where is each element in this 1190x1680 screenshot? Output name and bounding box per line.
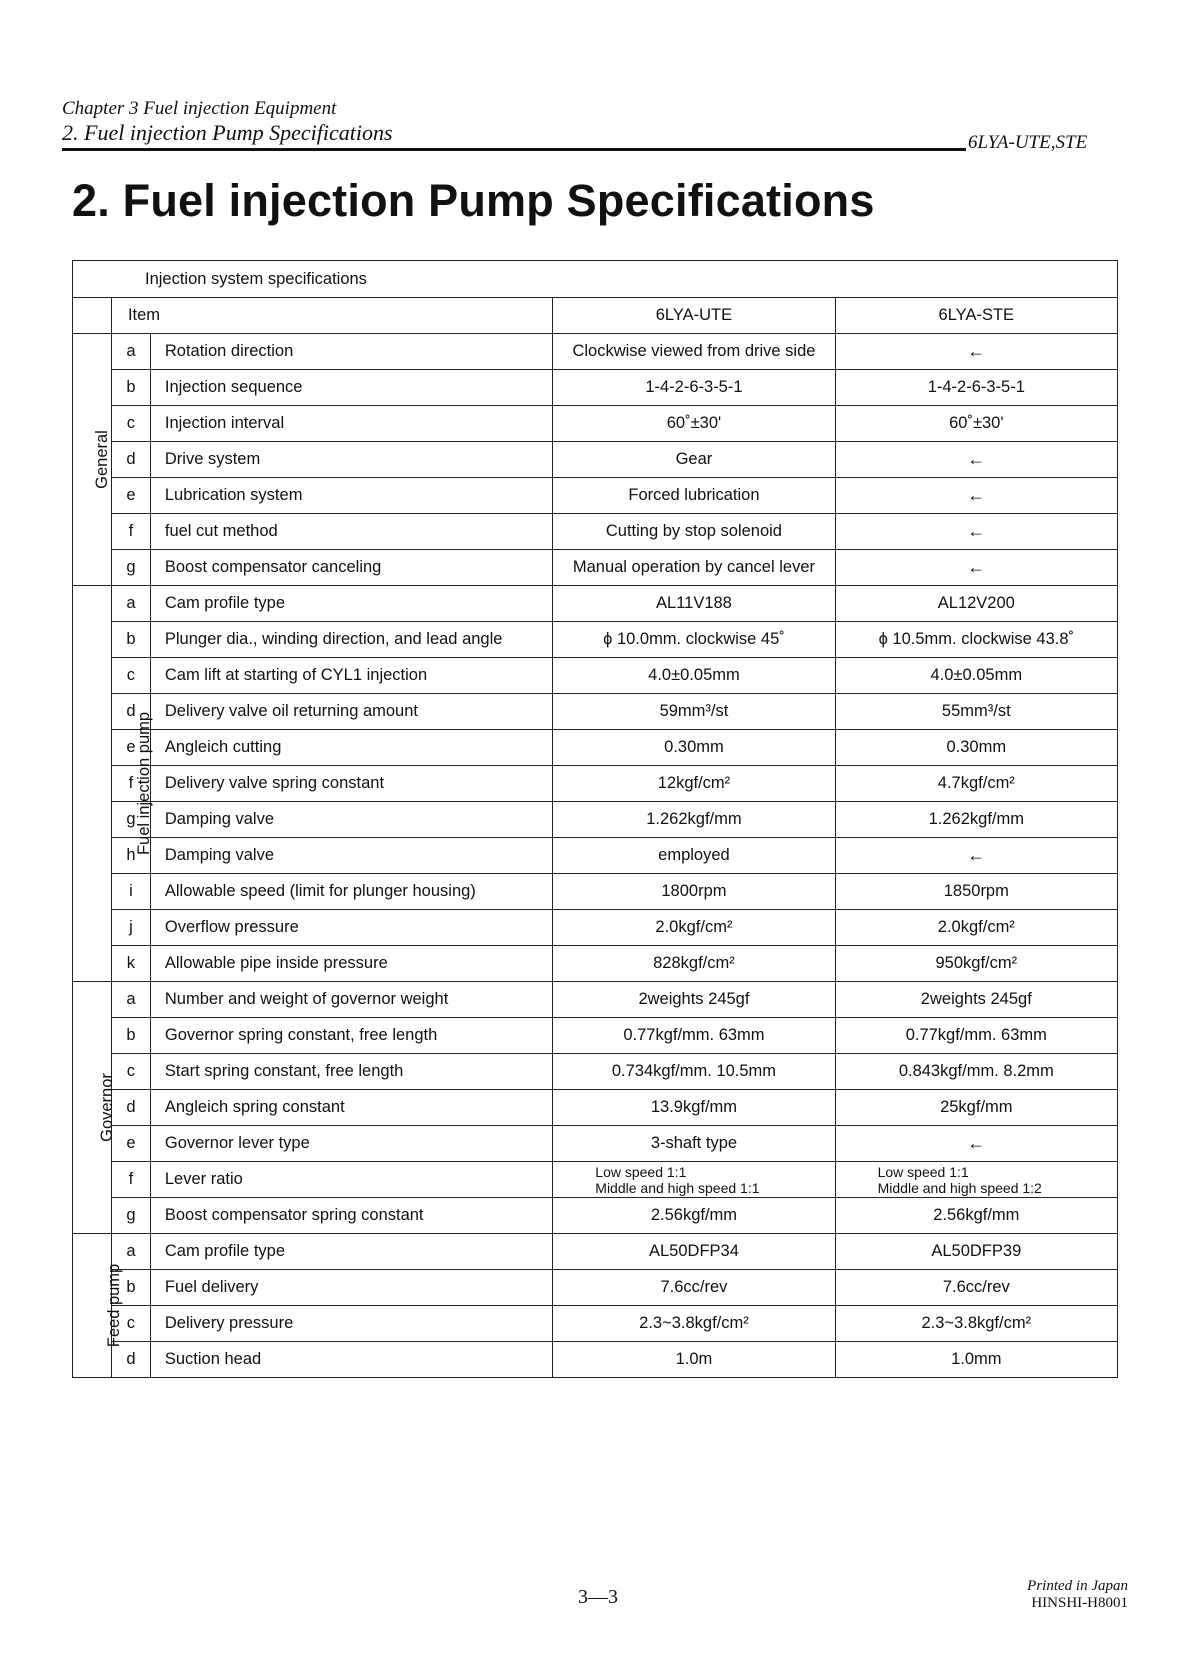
table-row bbox=[73, 406, 1118, 442]
caption-row bbox=[73, 261, 1118, 298]
row-item: Number and weight of governor weight bbox=[150, 982, 552, 1018]
value-ste: 0.843kgf/mm. 8.2mm bbox=[835, 1054, 1117, 1090]
row-item: Delivery valve oil returning amount bbox=[150, 694, 552, 730]
row-item: Fuel delivery bbox=[150, 1270, 552, 1306]
table-row bbox=[73, 694, 1118, 730]
row-key: d bbox=[111, 1090, 150, 1126]
row-key: c bbox=[111, 1054, 150, 1090]
value-ute: Gear bbox=[553, 442, 835, 478]
row-item: Damping valve bbox=[150, 802, 552, 838]
header-rule bbox=[62, 148, 966, 151]
row-key: d bbox=[111, 1342, 150, 1378]
row-item: Angleich cutting bbox=[150, 730, 552, 766]
row-item: Cam lift at starting of CYL1 injection bbox=[150, 658, 552, 694]
value-ute: 3-shaft type bbox=[553, 1126, 835, 1162]
value-ute: 7.6cc/rev bbox=[553, 1270, 835, 1306]
row-key: b bbox=[111, 1270, 150, 1306]
value-ste: ← bbox=[835, 478, 1117, 514]
value-ste: 7.6cc/rev bbox=[835, 1270, 1117, 1306]
model-label: 6LYA-UTE,STE bbox=[968, 132, 1088, 153]
value-ute: AL11V188 bbox=[553, 586, 835, 622]
chapter-heading: Chapter 3 Fuel injection Equipment bbox=[62, 98, 337, 119]
table-row bbox=[73, 802, 1118, 838]
printed-in-japan: Printed in Japan bbox=[1027, 1578, 1128, 1594]
value-ute: 1.262kgf/mm bbox=[553, 802, 835, 838]
value-ute: Forced lubrication bbox=[553, 478, 835, 514]
table-row bbox=[73, 1270, 1118, 1306]
row-key: a bbox=[111, 334, 150, 370]
table-row bbox=[73, 910, 1118, 946]
value-ute: 2.0kgf/cm² bbox=[553, 910, 835, 946]
row-item: Boost compensator spring constant bbox=[150, 1198, 552, 1234]
row-key: b bbox=[111, 1018, 150, 1054]
value-ute: 1800rpm bbox=[553, 874, 835, 910]
value-ste: 2.3~3.8kgf/cm² bbox=[835, 1306, 1117, 1342]
row-item: fuel cut method bbox=[150, 514, 552, 550]
group-label-cell bbox=[73, 1234, 124, 1378]
table-row bbox=[73, 1306, 1118, 1342]
group-label-cell bbox=[73, 334, 112, 586]
row-key: j bbox=[111, 910, 150, 946]
table-row bbox=[73, 622, 1118, 658]
value-ste: ← bbox=[835, 1126, 1117, 1162]
value-ute: 12kgf/cm² bbox=[553, 766, 835, 802]
page-number: 3—3 bbox=[578, 1586, 618, 1608]
value-ste: 2.56kgf/mm bbox=[835, 1198, 1117, 1234]
value-ute: Manual operation by cancel lever bbox=[553, 550, 835, 586]
row-key: e bbox=[111, 730, 150, 766]
row-item: Governor lever type bbox=[150, 1126, 552, 1162]
table-row bbox=[73, 586, 1118, 622]
value-ste: ← bbox=[835, 514, 1117, 550]
table-row bbox=[73, 766, 1118, 802]
table-row bbox=[73, 550, 1118, 586]
value-ute: ϕ 10.0mm. clockwise 45˚ bbox=[553, 622, 835, 658]
value-ste: 25kgf/mm bbox=[835, 1090, 1117, 1126]
row-item: Governor spring constant, free length bbox=[150, 1018, 552, 1054]
value-ute: 59mm³/st bbox=[553, 694, 835, 730]
value-ute: Cutting by stop solenoid bbox=[553, 514, 835, 550]
row-key: c bbox=[111, 658, 150, 694]
row-item: Lubrication system bbox=[150, 478, 552, 514]
value-ste: 0.77kgf/mm. 63mm bbox=[835, 1018, 1117, 1054]
row-key: b bbox=[111, 370, 150, 406]
table-row bbox=[73, 442, 1118, 478]
value-ute: employed bbox=[553, 838, 835, 874]
group-label: General bbox=[92, 430, 111, 489]
row-item: Suction head bbox=[150, 1342, 552, 1378]
col-ste-header: 6LYA-STE bbox=[835, 298, 1117, 334]
row-key: f bbox=[111, 514, 150, 550]
value-ste: 1.262kgf/mm bbox=[835, 802, 1117, 838]
value-ste: 60˚±30' bbox=[835, 406, 1117, 442]
value-ste: 1850rpm bbox=[835, 874, 1117, 910]
table-row bbox=[73, 658, 1118, 694]
table-row bbox=[73, 1090, 1118, 1126]
row-key: e bbox=[111, 1126, 150, 1162]
value-ute: 0.30mm bbox=[553, 730, 835, 766]
table-row bbox=[73, 1162, 1118, 1198]
value-ute: 60˚±30' bbox=[553, 406, 835, 442]
value-ste: 0.30mm bbox=[835, 730, 1117, 766]
value-ste: AL12V200 bbox=[835, 586, 1117, 622]
row-item: Cam profile type bbox=[150, 1234, 552, 1270]
header-blank-cell bbox=[73, 298, 112, 334]
group-label-cell bbox=[73, 586, 154, 982]
value-ute-line2: Middle and high speed 1:1 bbox=[595, 1179, 760, 1196]
row-item: Cam profile type bbox=[150, 586, 552, 622]
value-ute: 1-4-2-6-3-5-1 bbox=[553, 370, 835, 406]
col-ute-header: 6LYA-UTE bbox=[553, 298, 835, 334]
value-ste-line1: Low speed 1:1 bbox=[877, 1163, 969, 1180]
value-ste bbox=[835, 1162, 1117, 1198]
table-row bbox=[73, 982, 1118, 1018]
spec-table-body bbox=[73, 261, 1118, 1378]
group-label: Fuel injection pump bbox=[135, 711, 154, 856]
row-item: Overflow pressure bbox=[150, 910, 552, 946]
value-ste: 1.0mm bbox=[835, 1342, 1117, 1378]
row-key: c bbox=[111, 406, 150, 442]
value-ste: 4.7kgf/cm² bbox=[835, 766, 1117, 802]
row-key: g bbox=[111, 550, 150, 586]
document-code: HINSHI-H8001 bbox=[1031, 1595, 1128, 1611]
table-row bbox=[73, 1126, 1118, 1162]
value-ute bbox=[553, 1162, 835, 1198]
table-caption: Injection system specifications bbox=[73, 261, 1118, 298]
row-item: Allowable speed (limit for plunger housing) bbox=[150, 874, 552, 910]
table-row bbox=[73, 1198, 1118, 1234]
row-item: Delivery valve spring constant bbox=[150, 766, 552, 802]
value-ute: 13.9kgf/mm bbox=[553, 1090, 835, 1126]
value-ute: 2weights 245gf bbox=[553, 982, 835, 1018]
value-ute: 1.0m bbox=[553, 1342, 835, 1378]
value-ute: 2.3~3.8kgf/cm² bbox=[553, 1306, 835, 1342]
table-row bbox=[73, 1342, 1118, 1378]
row-item: Rotation direction bbox=[150, 334, 552, 370]
group-label-cell bbox=[73, 982, 116, 1234]
value-ute-line1: Low speed 1:1 bbox=[595, 1163, 687, 1180]
item-column-header: Item bbox=[111, 298, 552, 334]
value-ste: AL50DFP39 bbox=[835, 1234, 1117, 1270]
value-ste: 950kgf/cm² bbox=[835, 946, 1117, 982]
value-ute: 828kgf/cm² bbox=[553, 946, 835, 982]
group-label: Governor bbox=[97, 1073, 116, 1142]
table-row bbox=[73, 514, 1118, 550]
value-ute: AL50DFP34 bbox=[553, 1234, 835, 1270]
section-heading: 2. Fuel injection Pump Specifications bbox=[62, 120, 393, 145]
table-row bbox=[73, 334, 1118, 370]
value-ute: 0.77kgf/mm. 63mm bbox=[553, 1018, 835, 1054]
table-row bbox=[73, 838, 1118, 874]
value-ste: ← bbox=[835, 334, 1117, 370]
row-key: f bbox=[111, 766, 150, 802]
row-key: g bbox=[111, 1198, 150, 1234]
row-key: f bbox=[111, 1162, 150, 1198]
row-key: a bbox=[111, 586, 150, 622]
spec-table bbox=[72, 260, 1118, 1378]
row-item: Lever ratio bbox=[150, 1162, 552, 1198]
row-item: Injection sequence bbox=[150, 370, 552, 406]
row-key: d bbox=[111, 442, 150, 478]
row-item: Delivery pressure bbox=[150, 1306, 552, 1342]
page-title: 2. Fuel injection Pump Specifications bbox=[72, 175, 875, 226]
table-row bbox=[73, 1018, 1118, 1054]
table-row bbox=[73, 370, 1118, 406]
row-key: b bbox=[111, 622, 150, 658]
value-ste: 1-4-2-6-3-5-1 bbox=[835, 370, 1117, 406]
value-ste: 55mm³/st bbox=[835, 694, 1117, 730]
row-key: k bbox=[111, 946, 150, 982]
row-item: Boost compensator canceling bbox=[150, 550, 552, 586]
row-item: Damping valve bbox=[150, 838, 552, 874]
row-item: Injection interval bbox=[150, 406, 552, 442]
table-row bbox=[73, 730, 1118, 766]
row-key: a bbox=[111, 982, 150, 1018]
row-item: Allowable pipe inside pressure bbox=[150, 946, 552, 982]
value-ute: 0.734kgf/mm. 10.5mm bbox=[553, 1054, 835, 1090]
table-row bbox=[73, 1054, 1118, 1090]
row-key: c bbox=[111, 1306, 150, 1342]
value-ste: ← bbox=[835, 550, 1117, 586]
row-key: g bbox=[111, 802, 150, 838]
value-ute: 4.0±0.05mm bbox=[553, 658, 835, 694]
row-key: a bbox=[111, 1234, 150, 1270]
row-item: Drive system bbox=[150, 442, 552, 478]
row-key: h bbox=[111, 838, 150, 874]
table-row bbox=[73, 1234, 1118, 1270]
group-label: Feed pump bbox=[105, 1263, 124, 1348]
value-ute: Clockwise viewed from drive side bbox=[553, 334, 835, 370]
row-item: Plunger dia., winding direction, and lead angle bbox=[150, 622, 552, 658]
row-item: Start spring constant, free length bbox=[150, 1054, 552, 1090]
header-row bbox=[73, 298, 1118, 334]
row-item: Angleich spring constant bbox=[150, 1090, 552, 1126]
table-row bbox=[73, 874, 1118, 910]
table-row bbox=[73, 946, 1118, 982]
value-ste: ← bbox=[835, 838, 1117, 874]
value-ste: ← bbox=[835, 442, 1117, 478]
value-ste: 2.0kgf/cm² bbox=[835, 910, 1117, 946]
value-ute: 2.56kgf/mm bbox=[553, 1198, 835, 1234]
value-ste: 2weights 245gf bbox=[835, 982, 1117, 1018]
row-key: i bbox=[111, 874, 150, 910]
value-ste-line2: Middle and high speed 1:2 bbox=[877, 1179, 1042, 1196]
row-key: d bbox=[111, 694, 150, 730]
value-ste: ϕ 10.5mm. clockwise 43.8˚ bbox=[835, 622, 1117, 658]
table-row bbox=[73, 478, 1118, 514]
row-key: e bbox=[111, 478, 150, 514]
value-ste: 4.0±0.05mm bbox=[835, 658, 1117, 694]
